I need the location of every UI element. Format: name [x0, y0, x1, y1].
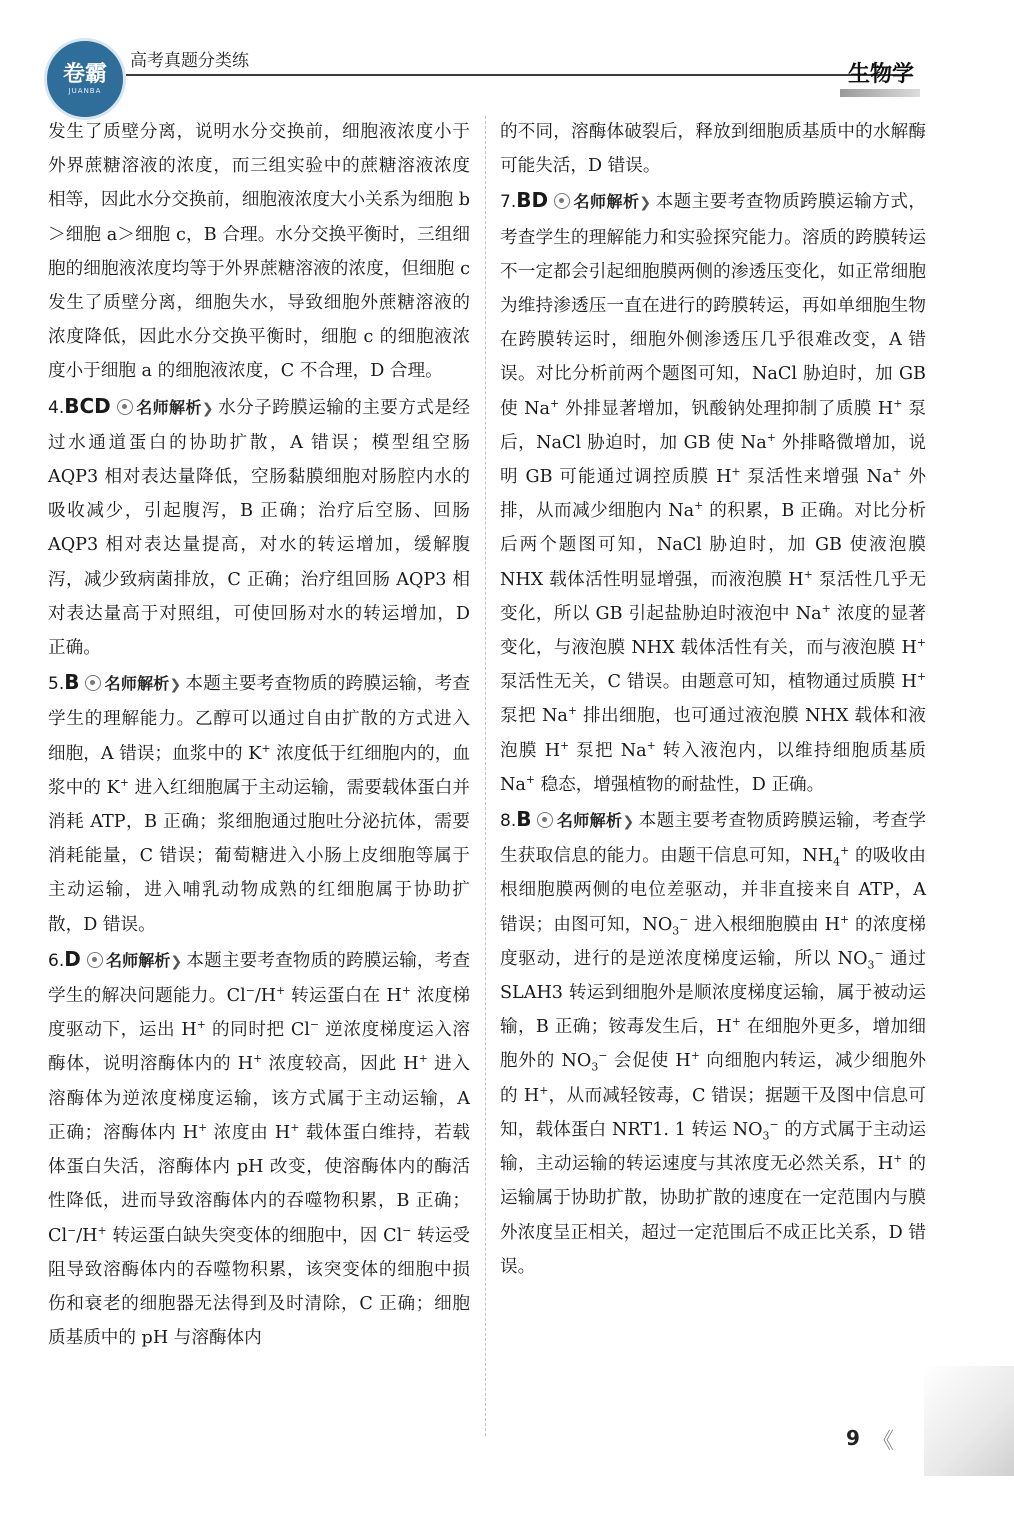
sub-text: 4: [833, 855, 841, 869]
sup-text: +: [567, 704, 578, 718]
analysis-tag: 名师解析: [104, 674, 170, 694]
analysis-arrow-icon: ❯: [169, 677, 182, 694]
body-text: 进入红细胞属于主动运输，需要载体蛋白并消耗 ATP，B 正确；浆细胞通过胞吐分泌抗体，需要消耗能量，C 错误；葡萄糖进入小肠上皮细胞等属于主动运输，进入哺乳动物成熟的红细胞属于协助扩散，D 错误。: [48, 777, 470, 935]
analysis-icon: [117, 399, 133, 415]
body-text: 水分子跨膜运输的主要方式是经过水通道蛋白的协助扩散，A 错误；模型组空肠 AQP3 相对表达量降低，空肠黏膜细胞对肠腔内水的吸收减少，引起腹泻，B 正确；治疗后空肠、回肠 AQP3 相对表达量提高，对水的转运增加，缓解腹泻，减少致病菌排放，C 正确；治疗组回肠 AQP3 相对表达量高于对照组，可使回肠对水的转运增加，D 正确。: [48, 397, 470, 659]
question-number: 8.: [500, 811, 517, 832]
sup-text: −: [598, 1049, 608, 1063]
body-text: 泵活性来增强 Na: [740, 467, 893, 488]
header-rule: [126, 74, 910, 76]
body-text: 稳态，增强植物的耐盐性，D 正确。: [535, 774, 825, 795]
series-title: 高考真题分类练: [130, 51, 249, 71]
sup-text: +: [539, 1083, 549, 1097]
question-number: 5.: [48, 674, 65, 695]
sup-text: +: [916, 636, 926, 650]
page-corner-decoration: [924, 1366, 1014, 1476]
body-text: 本题主要考查物质跨膜运输方式，考查学生的理解能力和实验探究能力。溶质的跨膜转运不一定都会引起细胞膜两侧的渗透压变化，如正常细胞为维持渗透压一直在进行的跨膜转运，再如单细胞生物在跨膜转运时，细胞外侧渗透压几乎很难改变，A 错误。对比分析前两个题图可知，NaCl 胁迫时，加 GB 使 Na: [500, 192, 926, 419]
subject-title: 生物学: [848, 62, 915, 87]
body-text: 的积累，B 正确。对比分析后两个题图可知，NaCl 胁迫时，加 GB 使液泡膜 NHX 载体活性明显增强，而液泡膜 H: [500, 501, 926, 590]
answer-paragraph: [48, 115, 470, 389]
body-text: 进入溶酶体为逆浓度梯度运输，该方式属于主动运输，A 正确；溶酶体内 H: [48, 1054, 471, 1143]
body-text: 转运受阻导致溶酶体内的吞噬物积累，该突变体的细胞中损伤和衰老的细胞器无法得到及时清除，C 正确；细胞质基质中的 pH 与溶酶体内: [48, 1225, 470, 1349]
body-text: 的方式属于主动运输，主动运输的转运速度与其浓度无必然关系，H: [500, 1119, 926, 1175]
sup-text: +: [290, 1121, 300, 1135]
sup-text: +: [525, 773, 536, 786]
sup-text: −: [679, 912, 689, 926]
sup-text: +: [261, 741, 271, 755]
body-text: 发生了质壁分离，说明水分交换前，细胞液浓度小于外界蔗糖溶液的浓度，而三组实验中的蔗糖溶液浓度相等，因此水分交换前，细胞液浓度大小关系为细胞 b＞细胞 a＞细胞 c，B 合理。水分交换平衡时，三组细胞的细胞液浓度均等于外界蔗糖溶液的浓度，但细胞 c 发生了质壁分离，细胞失水，导致细胞外蔗糖溶液的浓度降低，因此水分交换平衡时，细胞 c 的细胞液浓度小于细胞 a 的细胞液浓度，C 不合理，D 合理。: [48, 122, 470, 382]
body-text: 外排，从而减少细胞内 Na: [500, 467, 927, 522]
sup-text: −: [874, 947, 884, 961]
sup-text: +: [560, 738, 570, 752]
sup-text: +: [196, 1018, 206, 1032]
sup-text: +: [418, 1052, 428, 1066]
body-text: 本题主要考查物质的跨膜运输，考查学生的解决问题能力。Cl: [48, 950, 470, 1007]
answer-key: BCD: [64, 393, 111, 418]
analysis-icon: [537, 812, 553, 828]
subject-underline: [840, 89, 920, 97]
body-text: ，从而减轻铵毒，C 错误；据题干及图中信息可知，载体蛋白 NRT1. 1 转运 NO: [500, 1085, 927, 1140]
body-text: 泵活性无关，C 错误。由题意可知，植物通过质膜 H: [500, 672, 917, 693]
body-text: 进入根细胞膜由 H: [688, 914, 841, 935]
sup-text: +: [731, 465, 741, 479]
answer-key: BD: [516, 188, 549, 213]
sup-text: −: [67, 1223, 77, 1237]
sup-text: −: [309, 1018, 320, 1032]
analysis-arrow-icon: ❯: [170, 953, 183, 970]
answer-paragraph: [500, 183, 926, 802]
sup-text: +: [276, 984, 286, 998]
answer-paragraph: [500, 802, 926, 1284]
sup-text: +: [119, 776, 129, 789]
sup-text: +: [893, 1152, 903, 1166]
body-text: 转运蛋白缺失突变体的细胞中，因 Cl: [106, 1225, 403, 1246]
sup-text: −: [769, 1118, 779, 1132]
body-text: 向细胞内转运，减少细胞外的 H: [500, 1051, 926, 1106]
body-text: 本题主要考查物质的跨膜运输，考查学生的理解能力。乙醇可以通过自由扩散的方式进入细胞，A 错误；血浆中的 K: [48, 674, 470, 764]
logo: [44, 38, 126, 120]
sup-text: +: [253, 1052, 263, 1066]
answer-paragraph: [500, 115, 926, 183]
sup-text: −: [402, 1223, 412, 1237]
sup-text: +: [690, 1049, 700, 1063]
body-text: 浓度梯度驱动下，运出 H: [48, 986, 471, 1041]
analysis-arrow-icon: ❯: [622, 814, 635, 831]
body-text: 载体蛋白维持，若载体蛋白失活，溶酶体内 pH 改变，使溶酶体内的酶活性降低，进而导致溶酶体内的吞噬物积累，B 正确；Cl: [48, 1122, 471, 1246]
body-text: 浓度低于红细胞内的，血浆中的 K: [48, 743, 470, 798]
analysis-arrow-icon: ❯: [201, 400, 214, 417]
body-text: 外排显著增加，钒酸钠处理抑制了质膜 H: [559, 398, 894, 419]
sup-text: +: [97, 1223, 107, 1237]
sup-text: +: [401, 984, 411, 998]
body-text: 的浓度梯度驱动，进行的是逆浓度梯度运输，所以 NO: [500, 914, 927, 969]
sup-text: +: [694, 499, 704, 513]
body-text: 的不同，溶酶体破裂后，释放到细胞质基质中的水解酶可能失活，D 错误。: [500, 122, 926, 177]
right-column: [500, 115, 926, 1284]
sup-text: +: [916, 670, 926, 684]
body-text: 外排略微增加，说明 GB 可能通过调控质膜 H: [500, 432, 927, 488]
body-text: 排出细胞，也可通过液泡膜 NHX 载体和液泡膜 H: [500, 706, 926, 761]
answer-key: B: [516, 807, 532, 832]
analysis-icon: [87, 952, 103, 968]
sup-text: +: [892, 465, 902, 479]
sub-text: 3: [762, 1129, 770, 1143]
body-text: 会促使 H: [607, 1051, 691, 1072]
sup-text: +: [840, 844, 850, 858]
page-chevron-icon: 《: [872, 1429, 895, 1454]
column-divider: [485, 116, 486, 1436]
body-text: 浓度的显著变化，与液泡膜 NHX 载体活性有关，而与液泡膜 H: [500, 603, 926, 659]
analysis-tag: 名师解析: [573, 192, 640, 212]
sup-text: +: [821, 601, 831, 615]
sup-text: +: [646, 738, 656, 752]
sup-text: −: [245, 984, 255, 998]
answer-paragraph: [48, 665, 470, 942]
body-text: 浓度由 H: [207, 1122, 291, 1143]
left-column: [48, 115, 470, 1355]
answer-paragraph: [48, 942, 470, 1355]
question-number: 6.: [48, 950, 65, 971]
question-number: 4.: [48, 397, 65, 418]
body-text: 的运输属于协助扩散，协助扩散的速度在一定范围内与膜外浓度呈正相关，超过一定范围后不成正比关系，D 错误。: [500, 1154, 926, 1277]
answer-key: D: [64, 946, 81, 971]
sub-text: 3: [867, 958, 875, 972]
body-text: 的吸收由根细胞膜两侧的电位差驱动，并非直接来自 ATP，A 错误；由图可知，NO: [500, 846, 926, 935]
sup-text: +: [840, 912, 850, 926]
body-text: 转入液泡内，以维持细胞质基质 Na: [500, 740, 926, 795]
page-number: 9: [846, 1426, 860, 1450]
sub-text: 3: [591, 1061, 599, 1074]
body-text: 转运蛋白在 H: [285, 986, 402, 1007]
sup-text: +: [893, 396, 903, 410]
sup-text: +: [198, 1121, 208, 1135]
answer-paragraph: [48, 389, 470, 666]
body-text: 泵把 Na: [569, 740, 647, 761]
sup-text: +: [803, 567, 813, 581]
body-text: 泵活性几乎无变化，所以 GB 引起盐胁迫时液泡中 Na: [500, 569, 927, 624]
sup-text: +: [731, 1015, 741, 1029]
sub-text: 3: [672, 924, 680, 938]
body-text: 浓度较高，因此 H: [262, 1054, 419, 1075]
sup-text: +: [766, 430, 776, 444]
analysis-icon: [554, 193, 570, 209]
analysis-tag: 名师解析: [105, 950, 171, 970]
body-text: 泵把 Na: [500, 706, 568, 727]
body-text: 的同时把 Cl: [205, 1020, 310, 1041]
body-text: /H: [254, 986, 277, 1007]
analysis-tag: 名师解析: [135, 397, 202, 417]
sup-text: +: [549, 396, 560, 410]
body-text: 逆浓度梯度运入溶酶体，说明溶酶体内的 H: [48, 1020, 470, 1075]
question-number: 7.: [500, 192, 517, 213]
body-text: 泵后，NaCl 胁迫时，加 GB 使 Na: [500, 398, 927, 453]
analysis-icon: [85, 675, 101, 691]
body-text: /H: [76, 1225, 98, 1246]
answer-key: B: [64, 670, 80, 695]
body-text: 通过 SLAH3 转运到细胞外是顺浓度梯度运输，属于被动运输，B 正确；铵毒发生后，H: [500, 948, 926, 1038]
body-text: 本题主要考查物质跨膜运输，考查学生获取信息的能力。由题干信息可知，NH: [500, 811, 926, 867]
logo-subtext: JUANBA: [68, 87, 102, 95]
analysis-arrow-icon: ❯: [639, 195, 652, 212]
logo-text: 卷霸: [62, 62, 107, 87]
analysis-tag: 名师解析: [556, 811, 623, 831]
body-text: 在细胞外更多，增加细胞外的 NO: [500, 1017, 926, 1072]
